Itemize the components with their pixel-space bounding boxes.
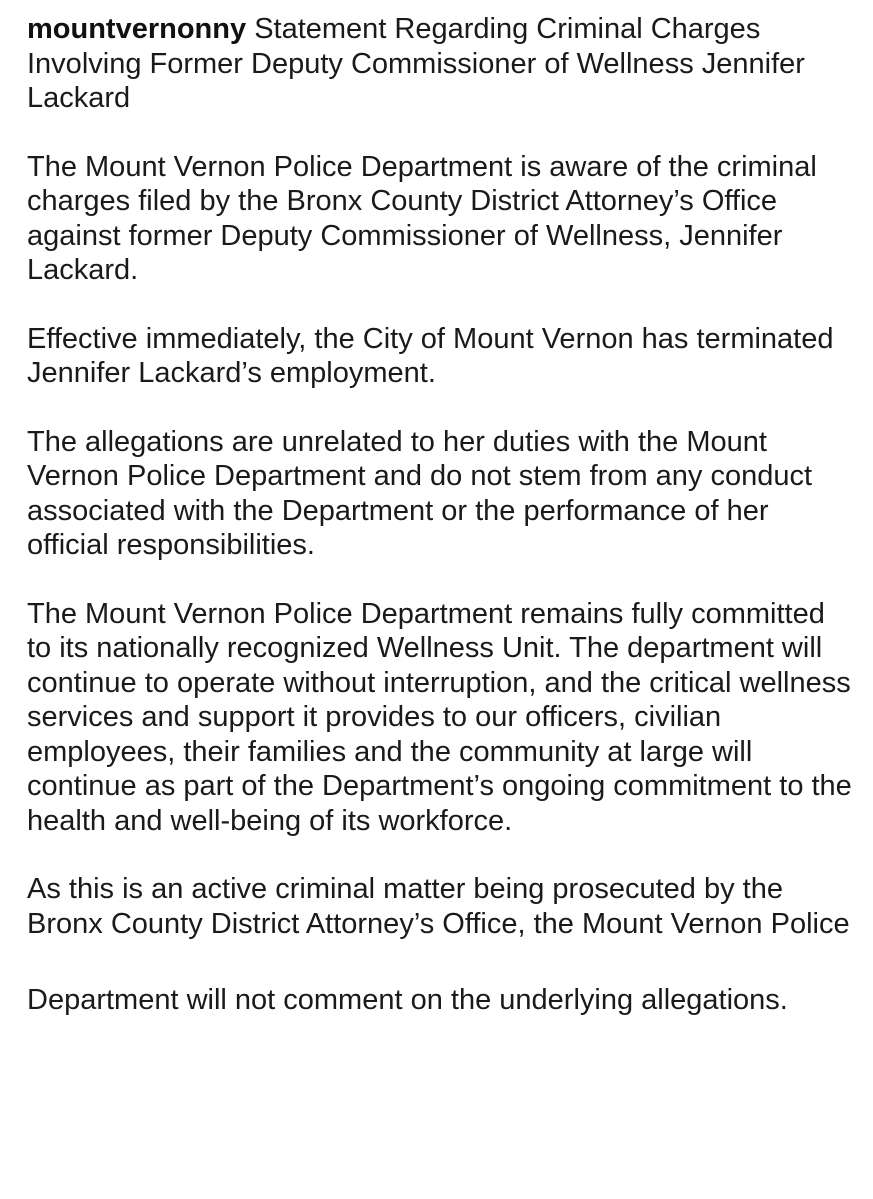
post-caption bbox=[27, 12, 857, 1018]
caption-header bbox=[27, 12, 857, 116]
caption-paragraph: The allegations are unrelated to her duties with the Mount Vernon Police Department and do not stem from any conduct associated with the Department or the performance of her official responsibilities. bbox=[27, 425, 813, 561]
caption-paragraph: As this is an active criminal matter being prosecuted by the Bronx County District Attorney’s Office, the Mount Vernon Police bbox=[27, 873, 850, 940]
caption-paragraph: The Mount Vernon Police Department remains fully committed to its nationally recognized Wellness Unit. The department will continue to operate without interruption, and the critical wellness services and support it provides to our officers, civilian employees, their families and the community at large will continue as part of the Department’s ongoing commitment to the health and well-being of its workforce. bbox=[27, 597, 852, 837]
caption-paragraph: The Mount Vernon Police Department is aware of the criminal charges filed by the Bronx County District Attorney’s Office against former Deputy Commissioner of Wellness, Jennifer Lackard. bbox=[27, 150, 817, 286]
username-link[interactable]: mountvernonny bbox=[27, 13, 247, 45]
caption-paragraph: Effective immediately, the City of Mount Vernon has terminated Jennifer Lackard’s employment. bbox=[27, 322, 834, 389]
statement-title: Statement Regarding Criminal Charges Involving Former Deputy Commissioner of Wellness Jennifer Lackard bbox=[27, 13, 805, 114]
caption-paragraph: Department will not comment on the underlying allegations. bbox=[27, 984, 788, 1016]
